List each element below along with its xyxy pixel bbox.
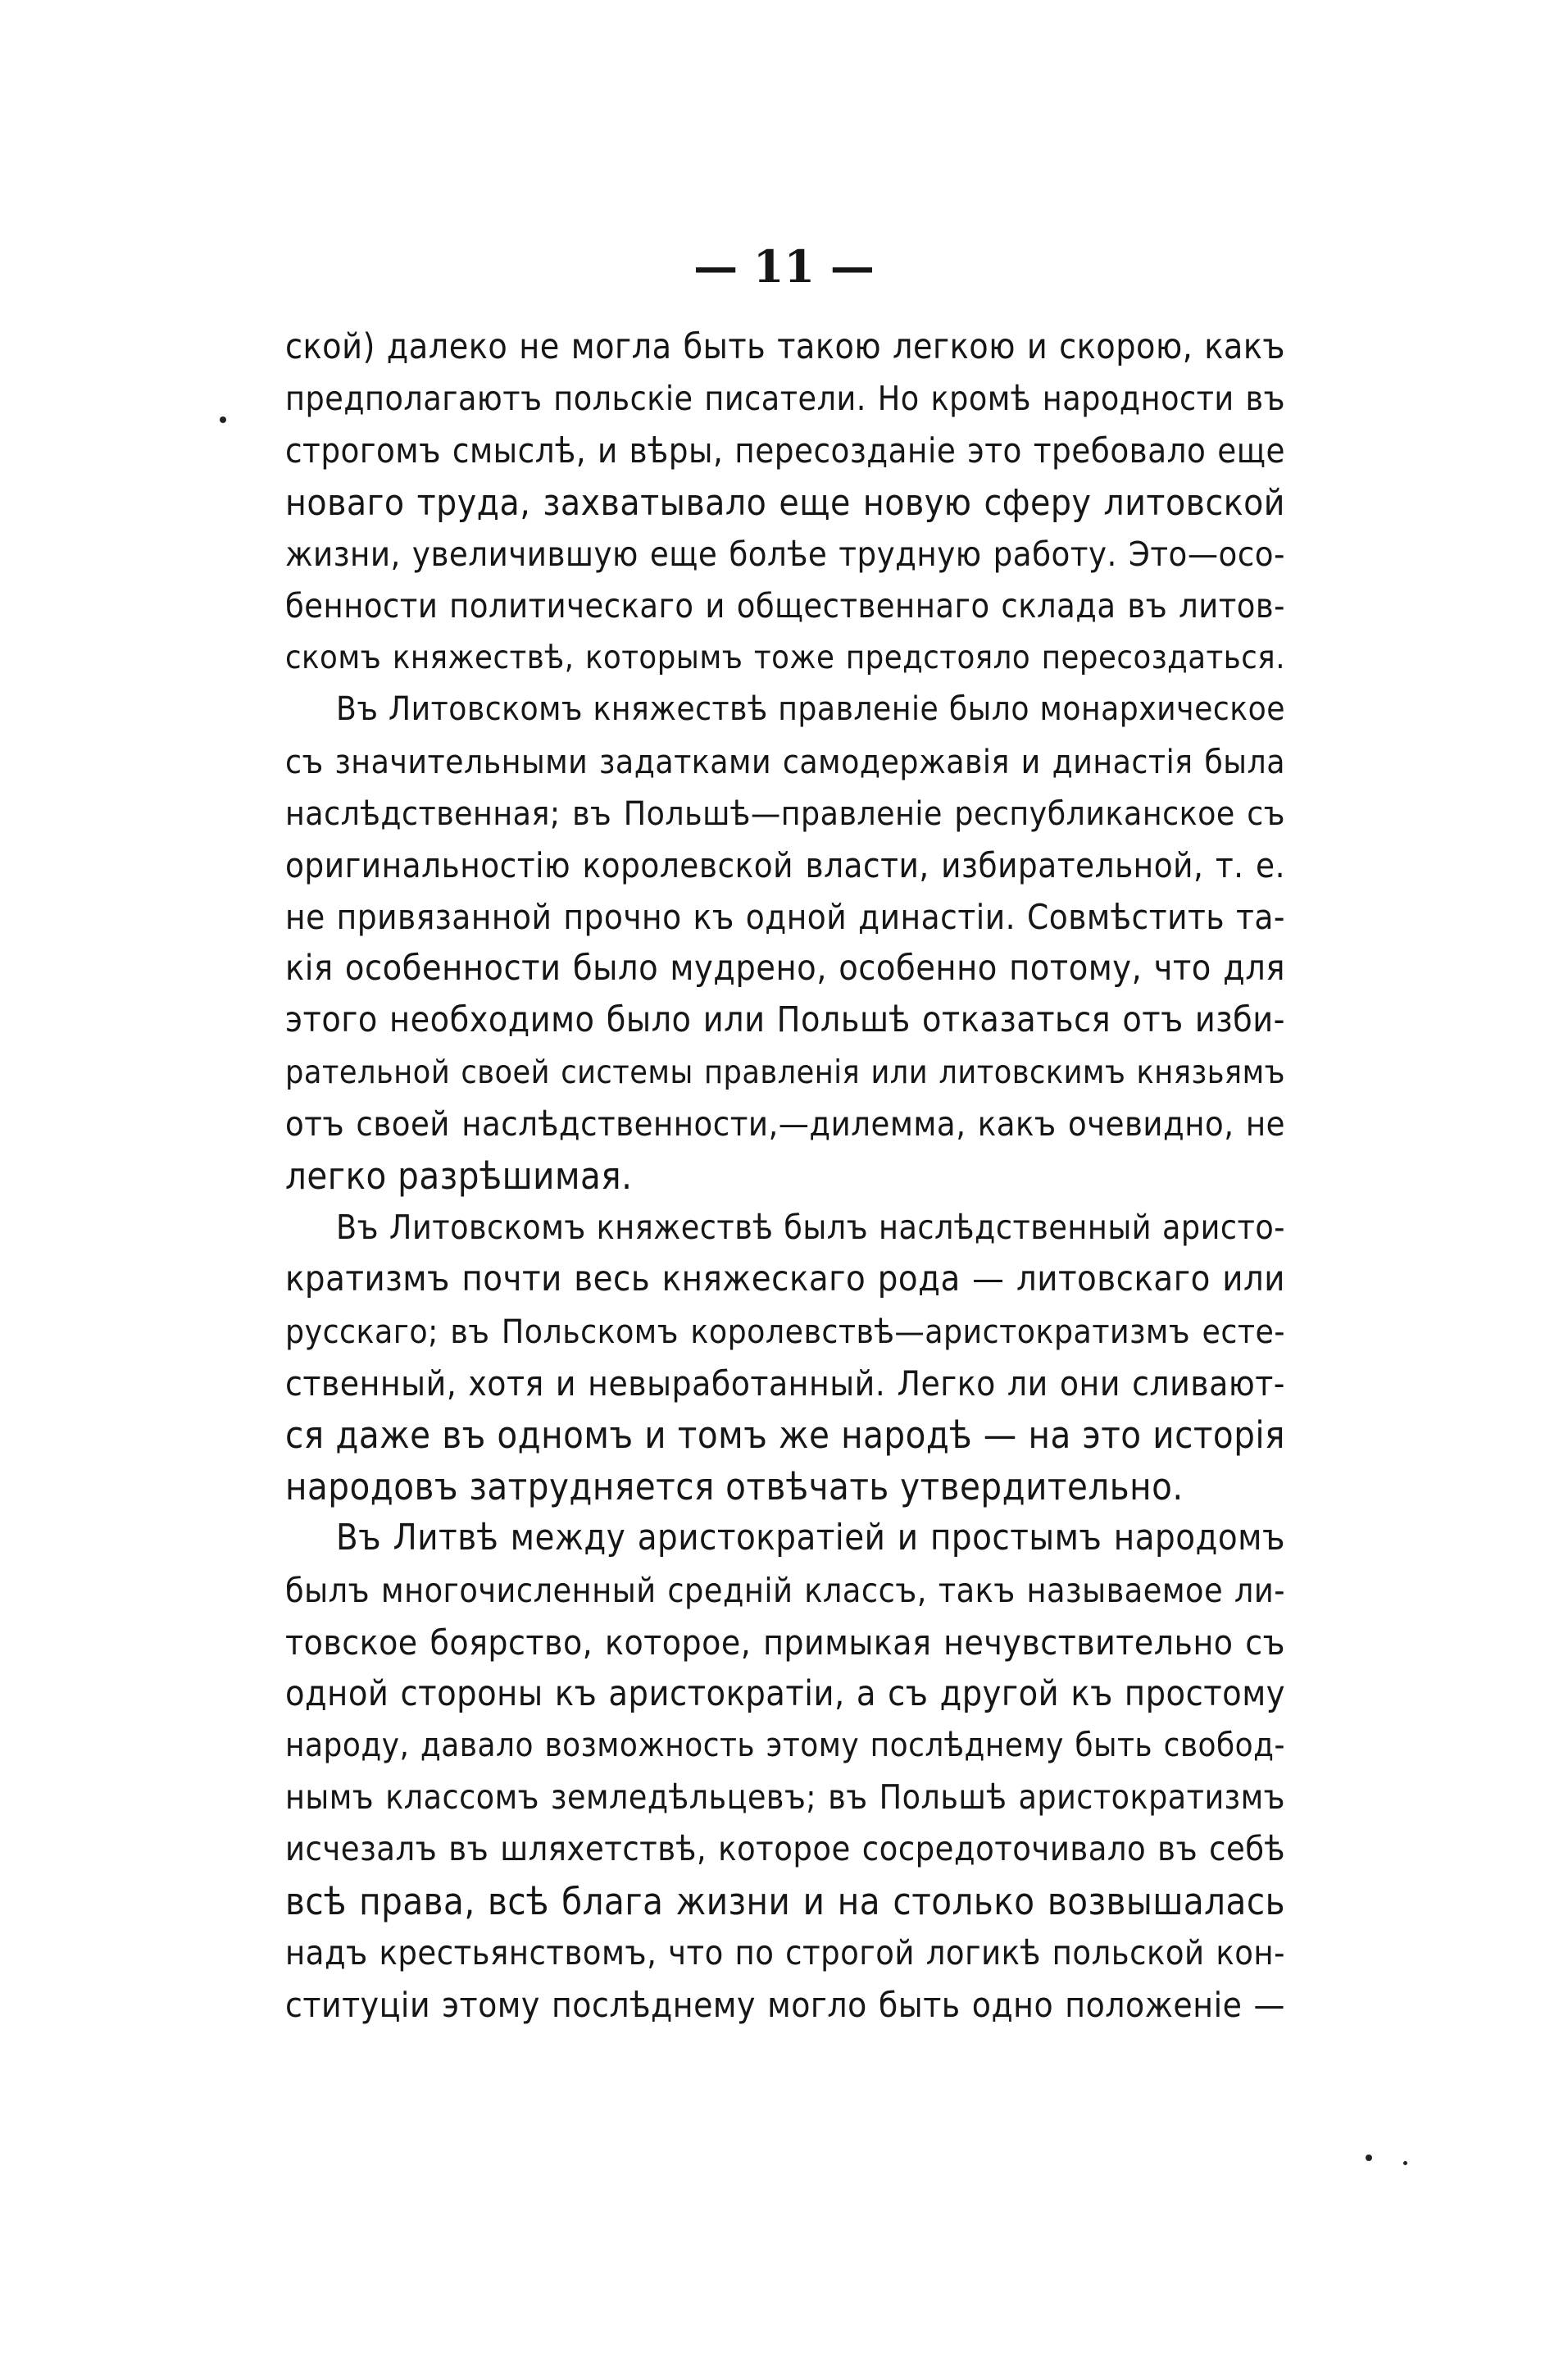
text-line: ственный, хотя и невыработанный. Легко ли они сливают-: [285, 1363, 1285, 1404]
text-line: ся даже въ одномъ и томъ же народѣ — на это исторія: [285, 1413, 1285, 1457]
text-line: всѣ права, всѣ блага жизни и на столько возвышалась: [285, 1879, 1285, 1923]
text-line: кія особенности было мудрено, особенно потому, что для: [285, 948, 1285, 990]
text-line: не привязанной прочно къ одной династіи. Совмѣстить та-: [285, 897, 1285, 938]
text-line: народовъ затрудняется отвѣчать утвердительно.: [285, 1465, 1184, 1509]
paragraph-3: [285, 1202, 1285, 1513]
text-line: скомъ княжествѣ, которымъ тоже предстояло пересоздаться.: [285, 639, 1285, 677]
scan-speck: [220, 416, 226, 423]
text-line: Въ Литовскомъ княжествѣ правленіе было монархическое: [336, 690, 1285, 729]
text-line: бенности политическаго и общественнаго склада въ литов-: [285, 585, 1285, 626]
text-line: этого необходимо было или Польшѣ отказаться отъ изби-: [285, 999, 1285, 1041]
scan-speck: [1366, 2155, 1372, 2161]
text-line: строгомъ смыслѣ, и вѣры, пересозданіе это требовало еще: [285, 430, 1285, 471]
page-number: — 11 —: [693, 240, 875, 293]
text-line: отъ своей наслѣдственности,—дилемма, какъ очевидно, не: [285, 1103, 1285, 1144]
text-line: русскаго; въ Польскомъ королевствѣ—аристократизмъ есте-: [285, 1311, 1285, 1351]
text-line: жизни, увеличившую еще болѣе трудную работу. Это—осо-: [285, 534, 1285, 574]
text-line: нымъ классомъ земледѣльцевъ; въ Польшѣ аристократизмъ: [285, 1777, 1285, 1818]
text-line: товское боярство, которое, примыкая нечувствительно съ: [285, 1622, 1285, 1663]
text-line: одной стороны къ аристократіи, а съ другой къ простому: [285, 1672, 1285, 1714]
text-line: Въ Литвѣ между аристократіей и простымъ народомъ: [336, 1517, 1285, 1559]
text-line: оригинальностію королевской власти, избирательной, т. е.: [285, 844, 1285, 885]
text-line: былъ многочисленный среднiй классъ, такъ называемое ли-: [285, 1570, 1285, 1610]
text-line: исчезалъ въ шляхетствѣ, которое сосредоточивало въ себѣ: [285, 1829, 1285, 1869]
text-line: Въ Литовскомъ княжествѣ былъ наслѣдственный аристо-: [336, 1208, 1285, 1248]
body-text: [285, 321, 1285, 2031]
paragraph-4: [285, 1513, 1285, 2031]
text-line: кратизмъ почти весь княжескаго рода — литовскаго или: [285, 1258, 1285, 1300]
text-line: рательной своей системы правленія или литовскимъ князьямъ: [285, 1053, 1285, 1091]
text-line: легко разрѣшимая.: [285, 1154, 633, 1198]
text-line: ской) далеко не могла быть такою легкою и скорою, какъ: [285, 326, 1285, 367]
text-line: новаго труда, захватывало еще новую сферу литовской: [285, 481, 1285, 524]
text-line: надъ крестьянствомъ, что по строгой логикѣ польской кон-: [285, 1932, 1285, 1973]
text-line: съ значительными задатками самодержавія и династія была: [285, 741, 1285, 781]
paragraph-2: [285, 684, 1285, 1202]
text-line: народу, давало возможность этому послѣднему быть свобод-: [285, 1727, 1285, 1765]
paragraph-1: [285, 321, 1285, 684]
text-line: ституціи этому послѣднему могло быть одно положеніе —: [285, 1985, 1285, 2025]
text-line: наслѣдственная; въ Польшѣ—правленіе республиканское съ: [285, 793, 1285, 833]
scan-speck: [1403, 2161, 1407, 2165]
text-line: предполагаютъ польскіе писатели. Но кромѣ народности въ: [285, 379, 1285, 419]
